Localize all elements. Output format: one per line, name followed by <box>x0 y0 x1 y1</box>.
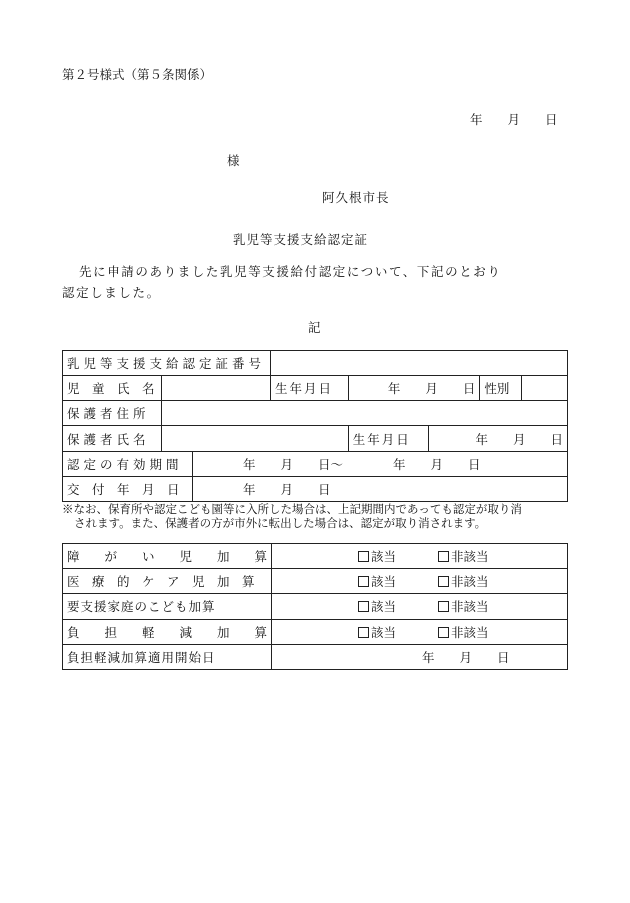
checkbox[interactable] <box>358 551 369 562</box>
child-birthdate-label: 生年月日 <box>270 376 348 401</box>
date-line: 年 月 日 <box>470 112 558 127</box>
option-not-applicable: 非該当 <box>451 599 489 615</box>
guardian-name-label: 保護者氏名 <box>63 426 162 451</box>
certificate-table <box>62 350 568 502</box>
checkbox[interactable] <box>438 576 449 587</box>
addition-table <box>62 543 568 670</box>
addition-row <box>63 544 568 569</box>
child-name-label: 児 童 氏 名 <box>63 376 162 401</box>
option-applicable: 該当 <box>371 574 397 590</box>
addition-options <box>272 619 568 644</box>
addition-label: 負 担 軽 減 加 算 <box>63 619 272 644</box>
addition-label: 医 療 的 ケ ア 児 加 算 <box>63 569 272 594</box>
addition-options <box>272 569 568 594</box>
option-applicable: 該当 <box>371 599 397 615</box>
checkbox[interactable] <box>438 601 449 612</box>
start-date-label: 負担軽減加算適用開始日 <box>63 644 272 669</box>
addition-row <box>63 569 568 594</box>
form-number: 第２号様式（第５条関係） <box>62 67 213 82</box>
addition-options <box>272 594 568 619</box>
guardian-name-value <box>161 426 348 451</box>
checkbox[interactable] <box>438 551 449 562</box>
option-not-applicable: 非該当 <box>451 549 489 565</box>
guardian-birthdate-label: 生年月日 <box>348 426 428 451</box>
option-applicable: 該当 <box>371 624 397 640</box>
addition-label: 障 が い 児 加 算 <box>63 544 272 569</box>
document-title: 乳児等支援支給認定証 <box>233 232 369 247</box>
checkbox[interactable] <box>358 601 369 612</box>
addition-row <box>63 619 568 644</box>
note-line-1: ※なお、保育所や認定こども園等に入所した場合は、上記期間内であっても認定が取り消 <box>62 502 522 516</box>
addition-row <box>63 594 568 619</box>
addition-options <box>272 544 568 569</box>
addition-row <box>63 644 568 669</box>
note-line-2: されます。また、保護者の方が市外に転出した場合は、認定が取り消されます。 <box>74 516 487 530</box>
checkbox[interactable] <box>358 576 369 587</box>
child-name-value <box>161 376 270 401</box>
guardian-address-label: 保護者住所 <box>63 401 162 426</box>
checkbox[interactable] <box>438 627 449 638</box>
cert-number-value <box>270 351 567 376</box>
validity-label: 認定の有効期間 <box>63 451 193 476</box>
cert-number-label: 乳児等支援支給認定証番号 <box>63 351 271 376</box>
validity-value: 年 月 日～ 年 月 日 <box>192 451 567 476</box>
addition-label: 要支援家庭のこども加算 <box>63 594 272 619</box>
option-applicable: 該当 <box>371 549 397 565</box>
ki-heading: 記 <box>308 320 321 335</box>
checkbox[interactable] <box>358 627 369 638</box>
intro-line-2: 認定しました。 <box>62 285 161 300</box>
option-not-applicable: 非該当 <box>451 574 489 590</box>
issue-date-label: 交 付 年 月 日 <box>63 476 193 501</box>
start-date-value: 年 月 日 <box>272 644 568 669</box>
option-not-applicable: 非該当 <box>451 624 489 640</box>
addressee-suffix: 様 <box>227 153 240 168</box>
issuer: 阿久根市長 <box>322 190 390 205</box>
sex-label: 性別 <box>480 376 522 401</box>
guardian-birthdate-value: 年 月 日 <box>428 426 567 451</box>
sex-value <box>522 376 568 401</box>
guardian-address-value <box>161 401 567 426</box>
intro-line-1: 先に申請のありました乳児等支援給付認定について、下記のとおり <box>79 264 502 279</box>
child-birthdate-value: 年 月 日 <box>348 376 480 401</box>
issue-date-value: 年 月 日 <box>192 476 567 501</box>
